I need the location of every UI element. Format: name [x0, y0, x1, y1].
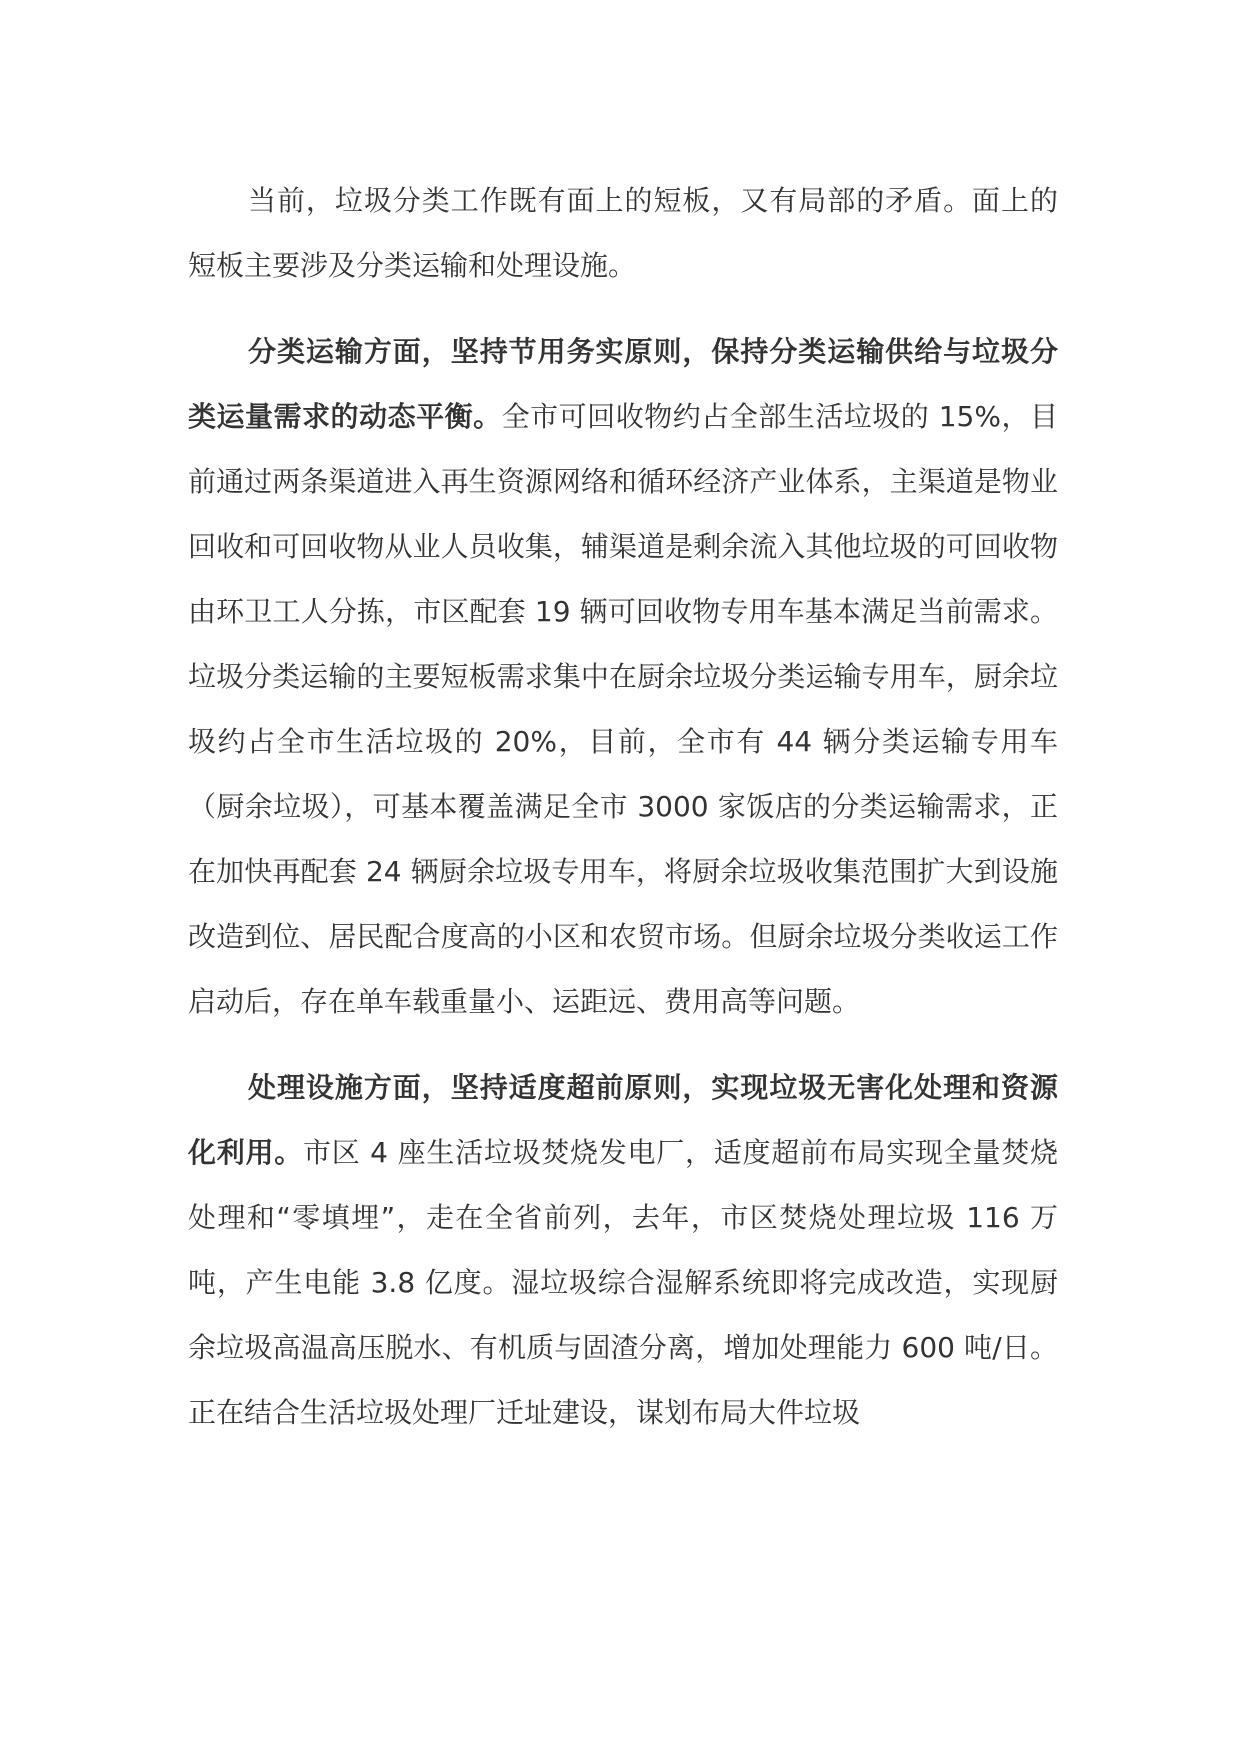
document-body	[188, 168, 1058, 1445]
paragraph-lead: 分类运输方面，坚持节用务实原则，保持分类运输供给与垃圾分类运量需求的动态平衡。	[188, 335, 1058, 433]
paragraph-intro	[188, 168, 1058, 298]
paragraph-transport	[188, 319, 1058, 1034]
paragraph-lead: 处理设施方面，坚持适度超前原则，实现垃圾无害化处理和资源化利用。	[188, 1071, 1058, 1169]
paragraph-facilities	[188, 1055, 1058, 1445]
paragraph-text: 市区 4 座生活垃圾焚烧发电厂，适度超前布局实现全量焚烧处理和“零填埋”，走在全省前列，去年，市区焚烧处理垃圾 116 万吨，产生电能 3.8 亿度。湿垃圾综合湿解系统即将完成改造，实现厨余垃圾高温高压脱水、有机质与固渣分离，增加处理能力 600 吨/日。正在结合生活垃圾处理厂迁址建设，谋划布局大件垃圾	[188, 1136, 1058, 1429]
paragraph-text: 当前，垃圾分类工作既有面上的短板，又有局部的矛盾。面上的短板主要涉及分类运输和处理设施。	[188, 184, 1058, 282]
paragraph-text: 全市可回收物约占全部生活垃圾的 15%，目前通过两条渠道进入再生资源网络和循环经济产业体系，主渠道是物业回收和可回收物从业人员收集，辅渠道是剩余流入其他垃圾的可回收物由环卫工人分拣，市区配套 19 辆可回收物专用车基本满足当前需求。垃圾分类运输的主要短板需求集中在厨余垃圾分类运输专用车，厨余垃圾约占全市生活垃圾的 20%，目前，全市有 44 辆分类运输专用车（厨余垃圾），可基本覆盖满足全市 3000 家饭店的分类运输需求，正在加快再配套 24 辆厨余垃圾专用车，将厨余垃圾收集范围扩大到设施改造到位、居民配合度高的小区和农贸市场。但厨余垃圾分类收运工作启动后，存在单车载重量小、运距远、费用高等问题。	[188, 400, 1058, 1018]
